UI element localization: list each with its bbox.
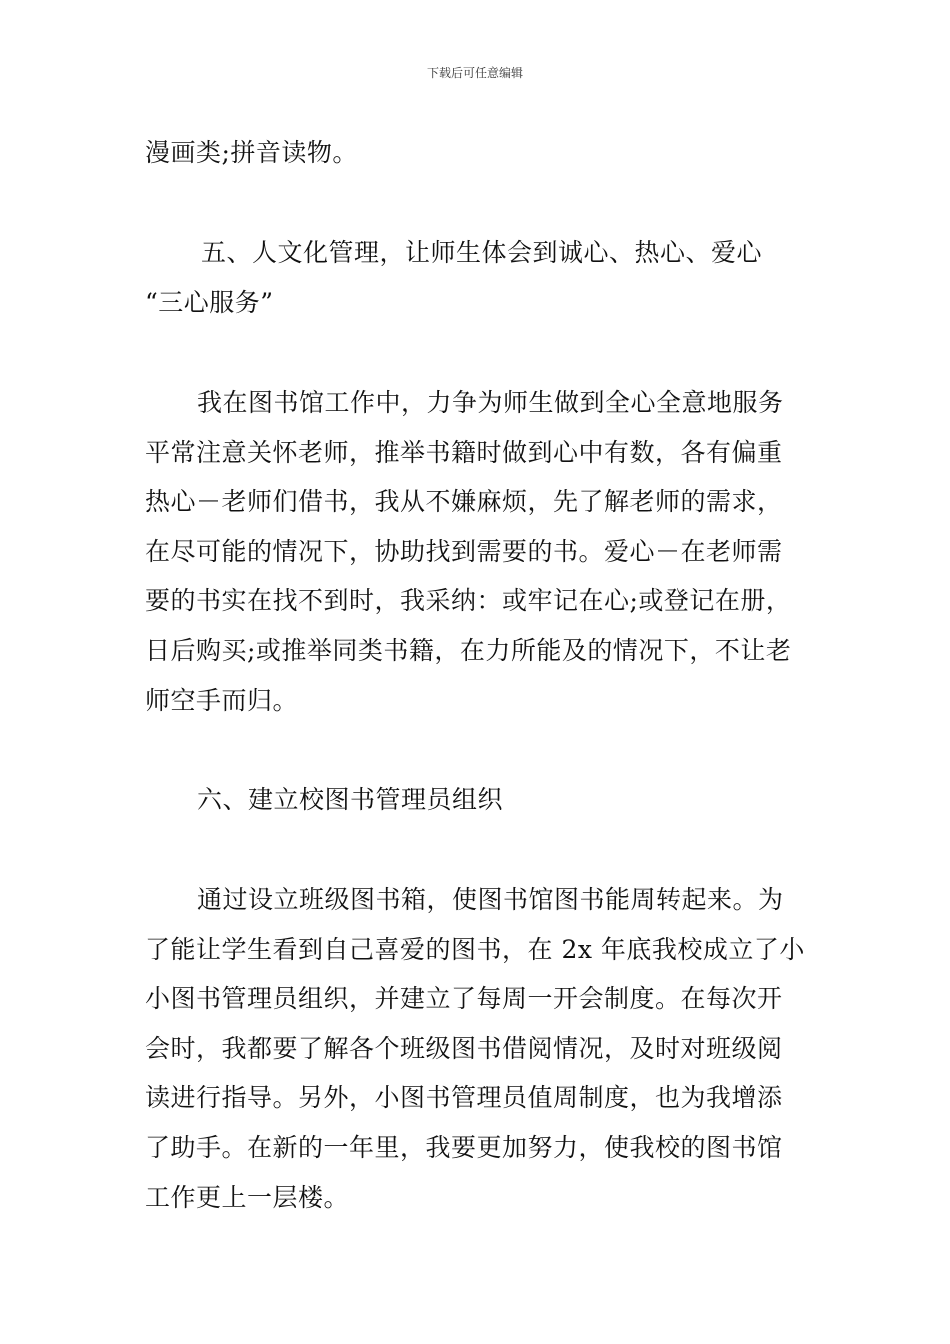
- text-line: 读进行指导。另外，小图书管理员值周制度，也为我增添: [145, 1083, 783, 1113]
- text-line: 会时，我都要了解各个班级图书借阅情况，及时对班级阅: [145, 1033, 783, 1063]
- page-header-note: 下载后可任意编辑: [426, 66, 523, 80]
- text-line: 日后购买;或推举同类书籍，在力所能及的情况下，不让老: [145, 635, 792, 665]
- text-line: 要的书实在找不到时，我采纳：或牢记在心;或登记在册，: [145, 586, 792, 616]
- text-line: 平常注意关怀老师，推举书籍时做到心中有数，各有偏重: [145, 437, 783, 467]
- text-line: 师空手而归。: [145, 685, 299, 715]
- text-line: 在尽可能的情况下，协助找到需要的书。爱心－在老师需: [145, 536, 783, 566]
- text-line: 通过设立班级图书箱，使图书馆图书能周转起来。为: [197, 885, 784, 914]
- paragraph-service: [145, 378, 810, 725]
- section-heading-5: [145, 228, 810, 327]
- text-line: 了助手。在新的一年里，我要更加努力，使我校的图书馆: [145, 1132, 783, 1162]
- text-line: 工作更上一层楼。: [145, 1182, 350, 1212]
- heading-line: 五、人文化管理，让师生体会到诚心、热心、爱心: [201, 238, 763, 267]
- paragraph-librarian-organization: [145, 875, 810, 1222]
- heading-line: “三心服务”: [145, 287, 274, 317]
- paragraph-continuation: [145, 128, 810, 178]
- text-line: 我在图书馆工作中，力争为师生做到全心全意地服务: [197, 388, 784, 417]
- text-line: 漫画类;拼音读物。: [145, 138, 358, 167]
- text-line: 热心－老师们借书，我从不嫌麻烦，先了解老师的需求，: [145, 487, 783, 517]
- text-line: 小图书管理员组织，并建立了每周一开会制度。在每次开: [145, 984, 783, 1014]
- heading-line: 六、建立校图书管理员组织: [197, 785, 504, 814]
- section-heading-6: [145, 775, 810, 825]
- text-line: 了能让学生看到自己喜爱的图书，在 2x 年底我校成立了小: [145, 934, 805, 964]
